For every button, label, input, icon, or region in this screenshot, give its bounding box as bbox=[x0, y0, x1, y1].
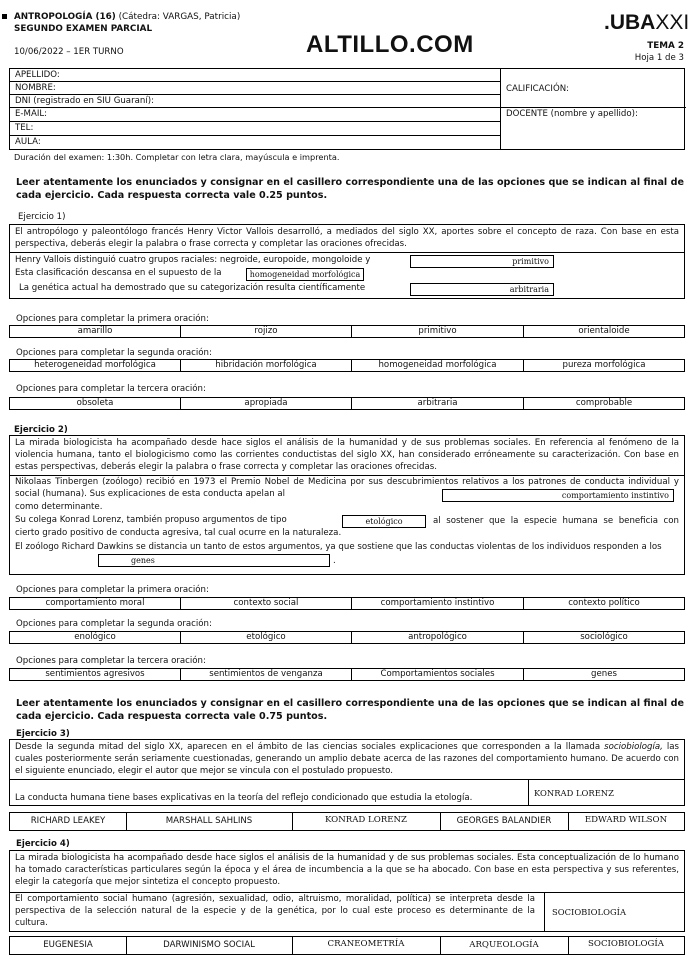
ex2-p2-end: al sostener que la especie humana se beneficia con cierto grado positivo de conducta agresiva, tal cual ocurre en la naturaleza. bbox=[15, 516, 679, 538]
ex3-intro-a: Desde la segunda mitad del siglo XX, aparecen en el ámbito de las ciencias sociales explicaciones que corresponden a la llamada bbox=[15, 742, 605, 752]
ex1-opt2-item[interactable]: pureza morfológica bbox=[523, 360, 684, 371]
ex4-statement: El comportamiento social humano (agresión, sexualidad, odio, altruismo, moralidad, política) se interpreta desde la perspectiva de la selección natural de la especie y de la genética, por lo cual este proceso es determinante de la cultura. bbox=[15, 894, 535, 928]
ex4-option[interactable]: EUGENESIA bbox=[43, 940, 93, 950]
ex3-option[interactable]: MARSHALL SAHLINS bbox=[165, 816, 253, 826]
ex4-option[interactable]: SOCIOBIOLOGÍA bbox=[588, 939, 664, 949]
ex3-option[interactable]: RICHARD LEAKEY bbox=[30, 816, 106, 826]
uba-logo bbox=[604, 11, 689, 35]
ex2-paragraph3: El zoólogo Richard Dawkins se distancia un tanto de estos argumentos, ya que sostiene que las conductas violentas de los individuos responden a los bbox=[15, 542, 662, 552]
ex2-opt1-item[interactable]: comportamiento instintivo bbox=[351, 598, 523, 609]
ex3-intro bbox=[15, 741, 679, 777]
student-form bbox=[9, 68, 685, 150]
ex2-p1-end: como determinante. bbox=[15, 502, 103, 512]
ex1-sentence2: Esta clasificación descansa en el supuesto de la bbox=[15, 268, 222, 278]
exam-title: SEGUNDO EXAMEN PARCIAL bbox=[14, 24, 153, 34]
ex1-opt1-item[interactable]: orientaloide bbox=[523, 326, 684, 337]
uba-logo-text: .UBA bbox=[604, 11, 656, 34]
ex1-opt2-label: Opciones para completar la segunda oración: bbox=[16, 348, 212, 358]
email-label: E-MAIL: bbox=[15, 109, 48, 119]
ex2-opt3-row bbox=[9, 668, 685, 681]
ex1-opt1-item[interactable]: amarillo bbox=[77, 326, 113, 336]
ex2-opt1-label: Opciones para completar la primera oración: bbox=[16, 585, 209, 595]
ex1-opt1-item[interactable]: primitivo bbox=[351, 326, 523, 337]
ex2-opt3-item[interactable]: Comportamientos sociales bbox=[351, 669, 523, 680]
ex3-options-row bbox=[9, 812, 685, 831]
ex2-opt1-row bbox=[9, 597, 685, 610]
ex2-opt2-item[interactable]: enológico bbox=[74, 632, 116, 642]
dni-label: DNI (registrado en SIU Guaraní): bbox=[15, 96, 154, 106]
ex1-title: Ejercicio 1) bbox=[18, 212, 66, 222]
ex1-sentence1: Henry Vallois distinguió cuatro grupos raciales: negroide, europoide, mongoloide y bbox=[15, 255, 371, 265]
ex2-opt1-item[interactable]: contexto político bbox=[523, 598, 684, 609]
ex1-opt1-item[interactable]: rojizo bbox=[180, 326, 351, 337]
ex2-box bbox=[9, 435, 685, 575]
course-name: ANTROPOLOGÍA (16) bbox=[14, 12, 116, 22]
calificacion-label: CALIFICACIÓN: bbox=[506, 84, 570, 94]
ex1-opt1-label: Opciones para completar la primera oración: bbox=[16, 314, 209, 324]
ex1-opt1-row bbox=[9, 325, 685, 338]
ex4-option[interactable]: DARWINISMO SOCIAL bbox=[163, 940, 255, 950]
ex4-answer[interactable]: SOCIOBIOLOGÍA bbox=[552, 907, 626, 917]
ex1-intro: El antropólogo y paleontólogo francés Henry Victor Vallois desarrolló, a mediados del siglo XX, aportes sobre el concepto de raza. Con base en esta perspectiva, deberás elegir la palabra o frase correcta y completar las oraciones ofrecidas. bbox=[15, 227, 679, 249]
ex2-answer3[interactable]: genes bbox=[98, 554, 330, 567]
header-course-line bbox=[14, 12, 240, 22]
exam-duration: Duración del examen: 1:30h. Completar con letra clara, mayúscula e imprenta. bbox=[14, 152, 340, 162]
ex1-opt3-item[interactable]: arbitraria bbox=[351, 398, 523, 409]
ex3-option[interactable]: GEORGES BALANDIER bbox=[456, 816, 552, 826]
ex2-answer2[interactable]: etológico bbox=[342, 515, 426, 528]
ex1-opt2-item[interactable]: heterogeneidad morfológica bbox=[34, 360, 156, 370]
uba-logo-xxi: XXI bbox=[655, 11, 690, 34]
ex1-opt2-item[interactable]: homogeneidad morfológica bbox=[351, 360, 523, 371]
ex4-title: Ejercicio 4) bbox=[16, 839, 70, 849]
ex1-opt3-item[interactable]: comprobable bbox=[523, 398, 684, 409]
ex2-opt2-item[interactable]: antropológico bbox=[351, 632, 523, 643]
ex4-options-row bbox=[9, 936, 685, 955]
ex1-answer3[interactable]: arbitraria bbox=[410, 283, 554, 296]
exam-date: 10/06/2022 – 1ER TURNO bbox=[14, 47, 124, 57]
section2-instruction: Leer atentamente los enunciados y consignar en el casillero correspondiente una de las opciones que se indican al final de cada ejercicio. Cada respuesta correcta vale 0.75 puntos. bbox=[16, 698, 684, 722]
ex2-intro: La mirada biologicista ha acompañado desde hace siglos el análisis de la humanidad y de sus problemas sociales. En referencia al fenómeno de la violencia humana, tanto el biologicismo como las corrientes conductistas del siglo XX, han considerado erróneamente su caracterización. Con base en estas perspectivas, deberás elegir la palabra o frase correcta y completar las oraciones ofrecidas. bbox=[15, 438, 679, 472]
ex2-opt2-item[interactable]: etológico bbox=[180, 632, 351, 643]
ex3-statement: La conducta humana tiene bases explicativas en la teoría del reflejo condicionado que estudia la etología. bbox=[15, 793, 473, 803]
ex2-opt3-item[interactable]: genes bbox=[523, 669, 684, 680]
ex2-p2-start: Su colega Konrad Lorenz, también propuso argumentos de tipo bbox=[15, 515, 287, 525]
ex2-opt2-label: Opciones para completar la segunda oración: bbox=[16, 619, 212, 629]
ex1-answer2[interactable]: homogeneidad morfológica bbox=[246, 268, 364, 281]
ex2-opt3-item[interactable]: sentimientos agresivos bbox=[45, 669, 145, 679]
apellido-label: APELLIDO: bbox=[15, 70, 60, 80]
tel-label: TEL: bbox=[15, 123, 34, 133]
ex1-opt3-label: Opciones para completar la tercera oración: bbox=[16, 384, 206, 394]
ex4-box bbox=[9, 850, 685, 932]
hoja: Hoja 1 de 3 bbox=[634, 53, 684, 63]
ex3-box bbox=[9, 739, 685, 806]
ex3-answer[interactable]: KONRAD LORENZ bbox=[534, 788, 614, 798]
ex2-opt2-row bbox=[9, 631, 685, 644]
ex4-option[interactable]: ARQUEOLOGÍA bbox=[469, 940, 539, 950]
ex4-intro: La mirada biologicista ha acompañado desde hace siglos el análisis de la humanidad y de sus problemas sociales. Esta conceptualización de lo humano ha tomado características particulares según la época y el área de incumbencia a la que se ha abocado. Con base en esta perspectiva y sus referentes, elegir la categoría que mejor sintetiza el concepto propuesto. bbox=[15, 853, 679, 887]
ex1-opt3-row bbox=[9, 397, 685, 410]
ex1-sentence3: La genética actual ha demostrado que su categorización resulta científicamente bbox=[19, 283, 366, 293]
ex2-p1-text: Nikolaas Tinbergen (zoólogo) recibió en 1973 el Premio Nobel de Medicina por sus descubrimientos relativos a los patrones de conducta individual y social (humana). Sus explicaciones de esta conducta apelan al bbox=[15, 477, 679, 499]
section1-instruction: Leer atentamente los enunciados y consignar en el casillero correspondiente una de las opciones que se indican al final de cada ejercicio. Cada respuesta correcta vale 0.25 puntos. bbox=[16, 177, 684, 201]
ex3-option[interactable]: KONRAD LORENZ bbox=[324, 815, 408, 825]
catedra: (Cátedra: VARGAS, Patricia) bbox=[118, 12, 241, 22]
nombre-label: NOMBRE: bbox=[15, 83, 56, 93]
ex2-opt1-item[interactable]: comportamiento moral bbox=[45, 598, 145, 608]
ex2-opt3-label: Opciones para completar la tercera oración: bbox=[16, 656, 206, 666]
watermark: ALTILLO.COM bbox=[306, 31, 474, 58]
ex1-opt3-item[interactable]: obsoleta bbox=[76, 398, 114, 408]
header-bullet bbox=[2, 14, 7, 19]
aula-label: AULA: bbox=[15, 137, 41, 147]
ex2-title: Ejercicio 2) bbox=[14, 425, 68, 435]
ex1-opt2-item[interactable]: hibridación morfológica bbox=[180, 360, 351, 371]
ex2-p3-period: . bbox=[333, 556, 336, 566]
ex4-option[interactable]: CRANEOMETRÍA bbox=[327, 939, 405, 949]
ex2-opt1-item[interactable]: contexto social bbox=[180, 598, 351, 609]
docente-label: DOCENTE (nombre y apellido): bbox=[506, 109, 638, 119]
ex1-opt3-item[interactable]: apropiada bbox=[180, 398, 351, 409]
ex3-intro-em: sociobiología, bbox=[604, 742, 663, 752]
ex2-opt3-item[interactable]: sentimientos de venganza bbox=[180, 669, 351, 680]
tema: TEMA 2 bbox=[647, 41, 684, 51]
ex2-answer1[interactable]: comportamiento instintivo bbox=[442, 489, 674, 502]
ex1-answer1[interactable]: primitivo bbox=[410, 255, 554, 268]
ex3-option[interactable]: EDWARD WILSON bbox=[584, 815, 668, 825]
ex3-title: Ejercicio 3) bbox=[16, 729, 70, 739]
ex1-box bbox=[9, 224, 685, 299]
ex3-intro-b: las cuales posteriormente serán seriamente cuestionadas, generando un amplio debate acerca de las razones del comportamiento humano. De acuerdo con el siguiente enunciado, elegir el autor que mejor se vincula con el postulado propuesto. bbox=[15, 742, 679, 776]
ex1-opt2-row bbox=[9, 359, 685, 372]
ex2-opt2-item[interactable]: sociológico bbox=[523, 632, 684, 643]
